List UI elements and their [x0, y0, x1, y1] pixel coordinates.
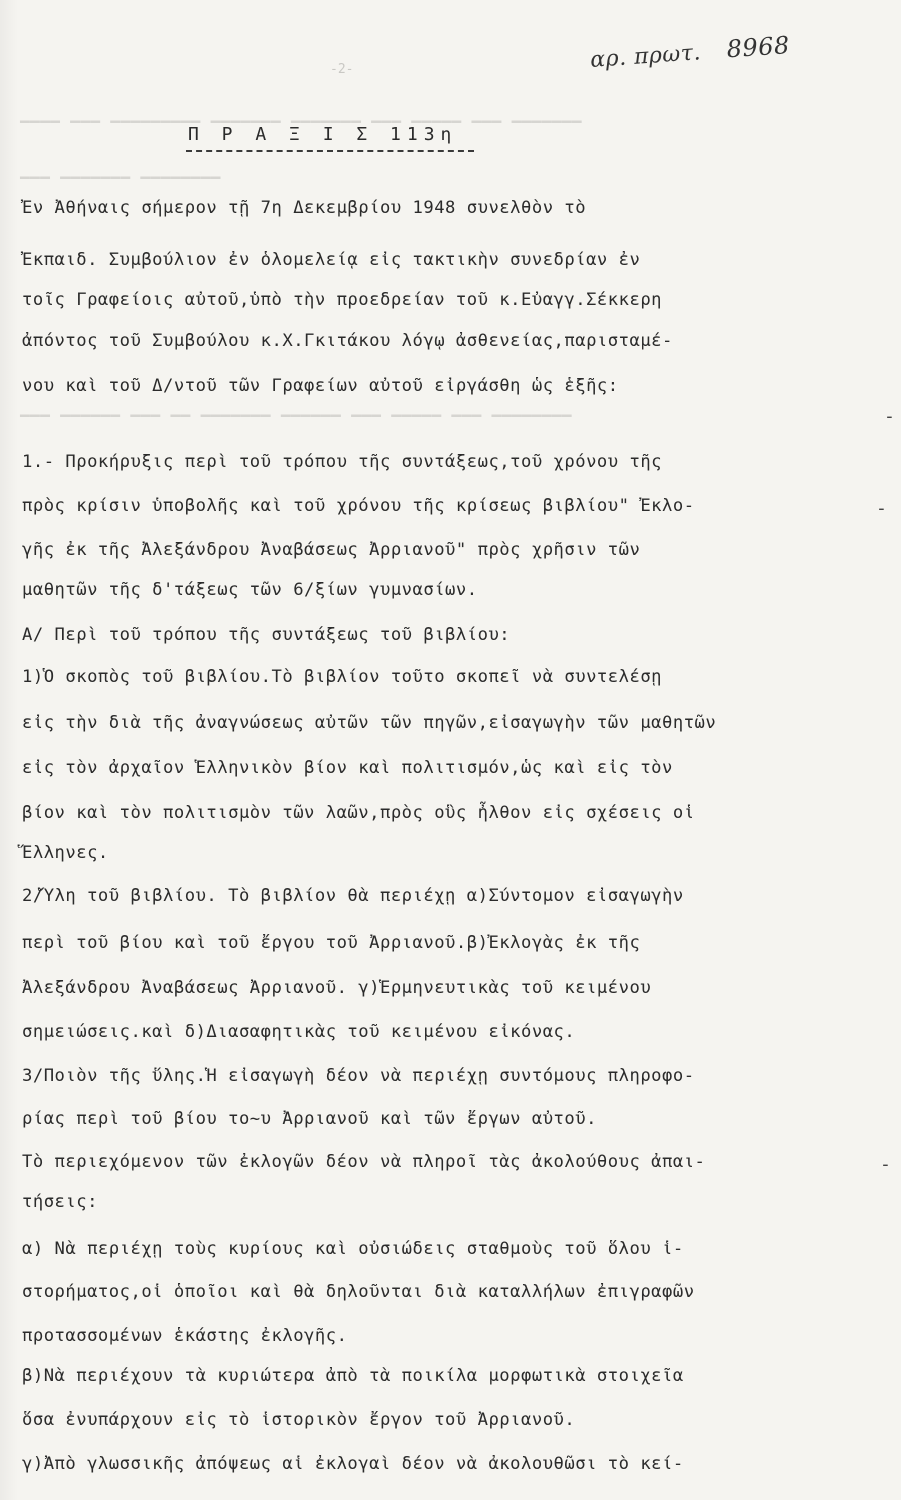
protocol-number: 8968 [725, 31, 791, 64]
text-line: ὅσα ἐνυπάρχουν εἰς τὸ ἱστορικὸν ἔργον τοῦ Ἀρριανοῦ. [22, 1410, 576, 1430]
text-line: Ἐν Ἀθήναις σήμερον τῇ 7η Δεκεμβρίου 1948 συνελθὸν τὸ [22, 198, 587, 218]
text-line: γῆς ἐκ τῆς Ἀλεξάνδρου Ἀναβάσεως Ἀρριανοῦ" πρὸς χρῆσιν τῶν [22, 540, 641, 560]
protocol-prefix: αρ. πρωτ. [589, 40, 702, 73]
document-title: Π Ρ Α Ξ Ι Σ 113η [188, 124, 458, 145]
margin-mark: - [876, 498, 887, 519]
text-line: 3/Ποιὸν τῆς ὕλης.Ἡ εἰσαγωγὴ δέον νὰ περιέχῃ συντόμους πληροφο- [22, 1066, 695, 1086]
bleed-through-text: ▁▁▁ ▁▁▁▁▁▁▁ ▁▁▁▁▁▁▁▁ [20, 160, 221, 179]
text-line: εἰς τὸν ἀρχαῖον Ἑλληνικὸν βίον καὶ πολιτισμόν,ὡς καὶ εἰς τὸν [22, 758, 673, 778]
text-line: στορήματος,οἱ ὁποῖοι καὶ θὰ δηλοῦνται διὰ καταλλήλων ἐπιγραφῶν [22, 1282, 695, 1302]
text-line: Ἐκπαιδ. Συμβούλιον ἐν ὁλομελείᾳ εἰς τακτικὴν συνεδρίαν ἐν [22, 250, 641, 270]
text-line: τήσεις: [22, 1192, 98, 1212]
text-line: Ἀλεξάνδρου Ἀναβάσεως Ἀρριανοῦ. γ)Ἑρμηνευτικὰς τοῦ κειμένου [22, 978, 652, 998]
text-line: πρὸς κρίσιν ὑποβολῆς καὶ τοῦ χρόνου τῆς κρίσεως βιβλίου" Ἐκλο- [22, 496, 695, 516]
text-line: νου καὶ τοῦ Δ/ντοῦ τῶν Γραφείων αὐτοῦ εἰργάσθη ὡς ἑξῆς: [22, 376, 619, 396]
text-line: ἀπόντος τοῦ Συμβούλου κ.Χ.Γκιτάκου λόγῳ ἀσθενείας,παρισταμέ- [22, 331, 673, 351]
bleed-through-text: ▁▁▁ ▁▁▁▁▁▁ ▁▁▁ ▁▁ ▁▁▁▁▁▁▁ ▁▁▁▁▁▁ ▁▁▁ ▁▁▁▁▁ ▁▁▁ ▁▁▁▁▁▁▁▁ [20, 398, 572, 417]
text-line: β)Νὰ περιέχουν τὰ κυριώτερα ἀπὸ τὰ ποικίλα μορφωτικὰ στοιχεῖα [22, 1366, 684, 1386]
text-line: 2/Ὕλη τοῦ βιβλίου. Τὸ βιβλίον θὰ περιέχῃ α)Σύντομον εἰσαγωγὴν [22, 886, 684, 906]
text-line: βίον καὶ τὸν πολιτισμὸν τῶν λαῶν,πρὸς οὓς ἦλθον εἰς σχέσεις οἱ [22, 803, 695, 823]
text-line: ρίας περὶ τοῦ βίου το~υ Ἀρριανοῦ καὶ τῶν ἔργων αὐτοῦ. [22, 1109, 597, 1129]
margin-mark: - [884, 406, 895, 427]
margin-mark: - [880, 1154, 891, 1175]
text-line: γ)Ἀπὸ γλωσσικῆς ἀπόψεως αἱ ἐκλογαὶ δέον νὰ ἀκολουθῶσι τὸ κεί- [22, 1454, 684, 1474]
text-line: Ἕλληνες. [22, 843, 109, 863]
text-line: εἰς τὴν διὰ τῆς ἀναγνώσεως αὐτῶν τῶν πηγῶν,εἰσαγωγὴν τῶν μαθητῶν [22, 713, 717, 733]
title-underline [186, 150, 474, 152]
bleed-through-text: ▁▁▁▁ ▁▁▁ ▁▁▁▁▁▁▁▁▁ ▁▁▁▁▁▁▁ ▁▁▁▁▁▁▁ ▁▁▁ ▁▁▁▁▁ ▁▁▁ ▁▁▁▁▁▁▁ [20, 104, 582, 123]
text-line: προτασσομένων ἑκάστης ἐκλογῆς. [22, 1326, 348, 1346]
text-line: σημειώσεις.καὶ δ)Διασαφητικὰς τοῦ κειμένου εἰκόνας. [22, 1022, 576, 1042]
text-line: περὶ τοῦ βίου καὶ τοῦ ἔργου τοῦ Ἀρριανοῦ.β)Ἐκλογὰς ἐκ τῆς [22, 933, 641, 953]
text-line: 1.- Προκήρυξις περὶ τοῦ τρόπου τῆς συντάξεως,τοῦ χρόνου τῆς [22, 452, 663, 472]
text-line: μαθητῶν τῆς δ'τάξεως τῶν 6/ξίων γυμνασίων. [22, 580, 478, 600]
text-line: Τὸ περιεχόμενον τῶν ἐκλογῶν δέον νὰ πληροῖ τὰς ἀκολούθους ἀπαι- [22, 1152, 706, 1172]
text-line: τοῖς Γραφείοις αὐτοῦ,ὑπὸ τὴν προεδρείαν τοῦ κ.Εὐαγγ.Σέκκερη [22, 290, 663, 310]
text-line: α) Νὰ περιέχῃ τοὺς κυρίους καὶ οὐσιώδεις σταθμοὺς τοῦ ὅλου ἱ- [22, 1239, 684, 1259]
page-marker: -2- [330, 62, 354, 77]
handwritten-protocol-note [589, 31, 790, 73]
text-line: 1)Ὁ σκοπὸς τοῦ βιβλίου.Τὸ βιβλίον τοῦτο σκοπεῖ νὰ συντελέσῃ [22, 667, 663, 687]
text-line: Α/ Περὶ τοῦ τρόπου τῆς συντάξεως τοῦ βιβλίου: [22, 625, 511, 645]
